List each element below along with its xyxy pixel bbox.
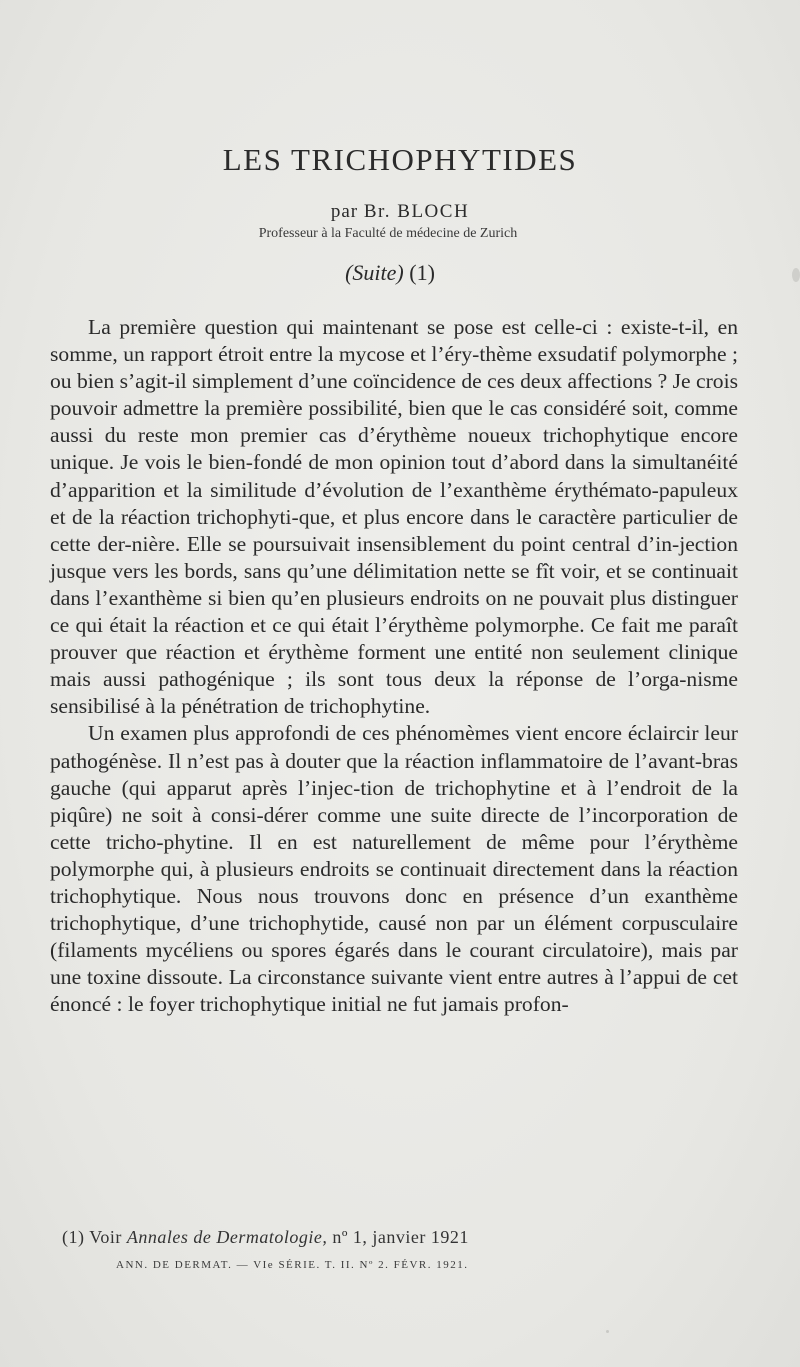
author-line [0, 201, 800, 223]
author-affiliation: Professeur à la Faculté de médecine de Zurich [258, 226, 518, 241]
footnote-number: (1) [62, 1227, 85, 1247]
footnote [62, 1227, 762, 1248]
paragraph: Un examen plus approfondi de ces phénomèmes vient encore éclaircir leur pathogénèse. Il n’est pas à douter que la réaction inflammatoire de l’avant-bras gauche (qui apparut après l’injec-tion de trichophytine et à l’endroit de la piqûre) ne soit à consi-dérer comme une suite directe de l’incorporation de cette tricho-phytine. Il en est naturellement de même pour l’érythème polymorphe qui, à plusieurs endroits se continuait directement dans la réaction trichophytique. Nous nous trouvons donc en présence d’un exanthème trichophytique, d’une trichophytide, causé non par un élément corpusculaire (filaments mycéliens ou spores égarés dans le courant circulatoire), mais par une toxine dissoute. La circonstance suivante vient entre autres à l’appui de cet énoncé : le foyer trichophytique initial ne fut jamais profon- [50, 721, 738, 1017]
footnote-text-after: nº 1, janvier 1921 [332, 1227, 469, 1247]
paper-blemish [792, 268, 800, 282]
author-prefix: par [330, 201, 359, 222]
footnote-marker: (1) [409, 260, 435, 285]
paper-blemish [606, 1330, 609, 1333]
paragraph: La première question qui maintenant se pose est celle-ci : existe-t-il, en somme, un rapport étroit entre la mycose et l’éry-thème exsudatif polymorphe ; ou bien s’agit-il simplement d’une coïncidence de ces deux affections ? Je crois pouvoir admettre la première possibilité, bien que le cas considéré soit, comme aussi du reste mon premier cas d’érythème noueux trichophytique encore unique. Je vois le bien-fondé de mon opinion tout d’abord dans la simultanéité d’apparition et la similitude d’évolution de l’exanthème érythémato-papuleux et de la réaction trichophyti-que, et plus encore dans le caractère particulier de cette der-nière. Elle se poursuivait insensiblement du point central d’in-jection jusque vers les bords, sans qu’une délimitation nette se fît voir, et se continuait dans l’exanthème si bien qu’en plusieurs endroits on ne pouvait plus distinguer ce qui était la réaction et ce qui était l’érythème polymorphe. Ce fait me paraît prouver que réaction et érythème forment une entité non seulement clinique mais aussi pathogénique ; ils sont tous deux la réponse de l’orga-nisme sensibilisé à la pénétration de trichophytine. [50, 315, 738, 719]
running-footer: ANN. DE DERMAT. — VIe SÉRIE. T. II. Nº 2. FÉVR. 1921. [116, 1259, 469, 1271]
suite-label: (Suite) [345, 260, 404, 285]
author-name: Br. BLOCH [363, 201, 470, 222]
footnote-text-before: Voir [89, 1227, 122, 1247]
article-title: LES TRICHOPHYTIDES [222, 142, 578, 177]
article-body [50, 314, 738, 1018]
footnote-journal: Annales de Dermatologie, [126, 1227, 328, 1247]
continuation-label [0, 260, 780, 286]
